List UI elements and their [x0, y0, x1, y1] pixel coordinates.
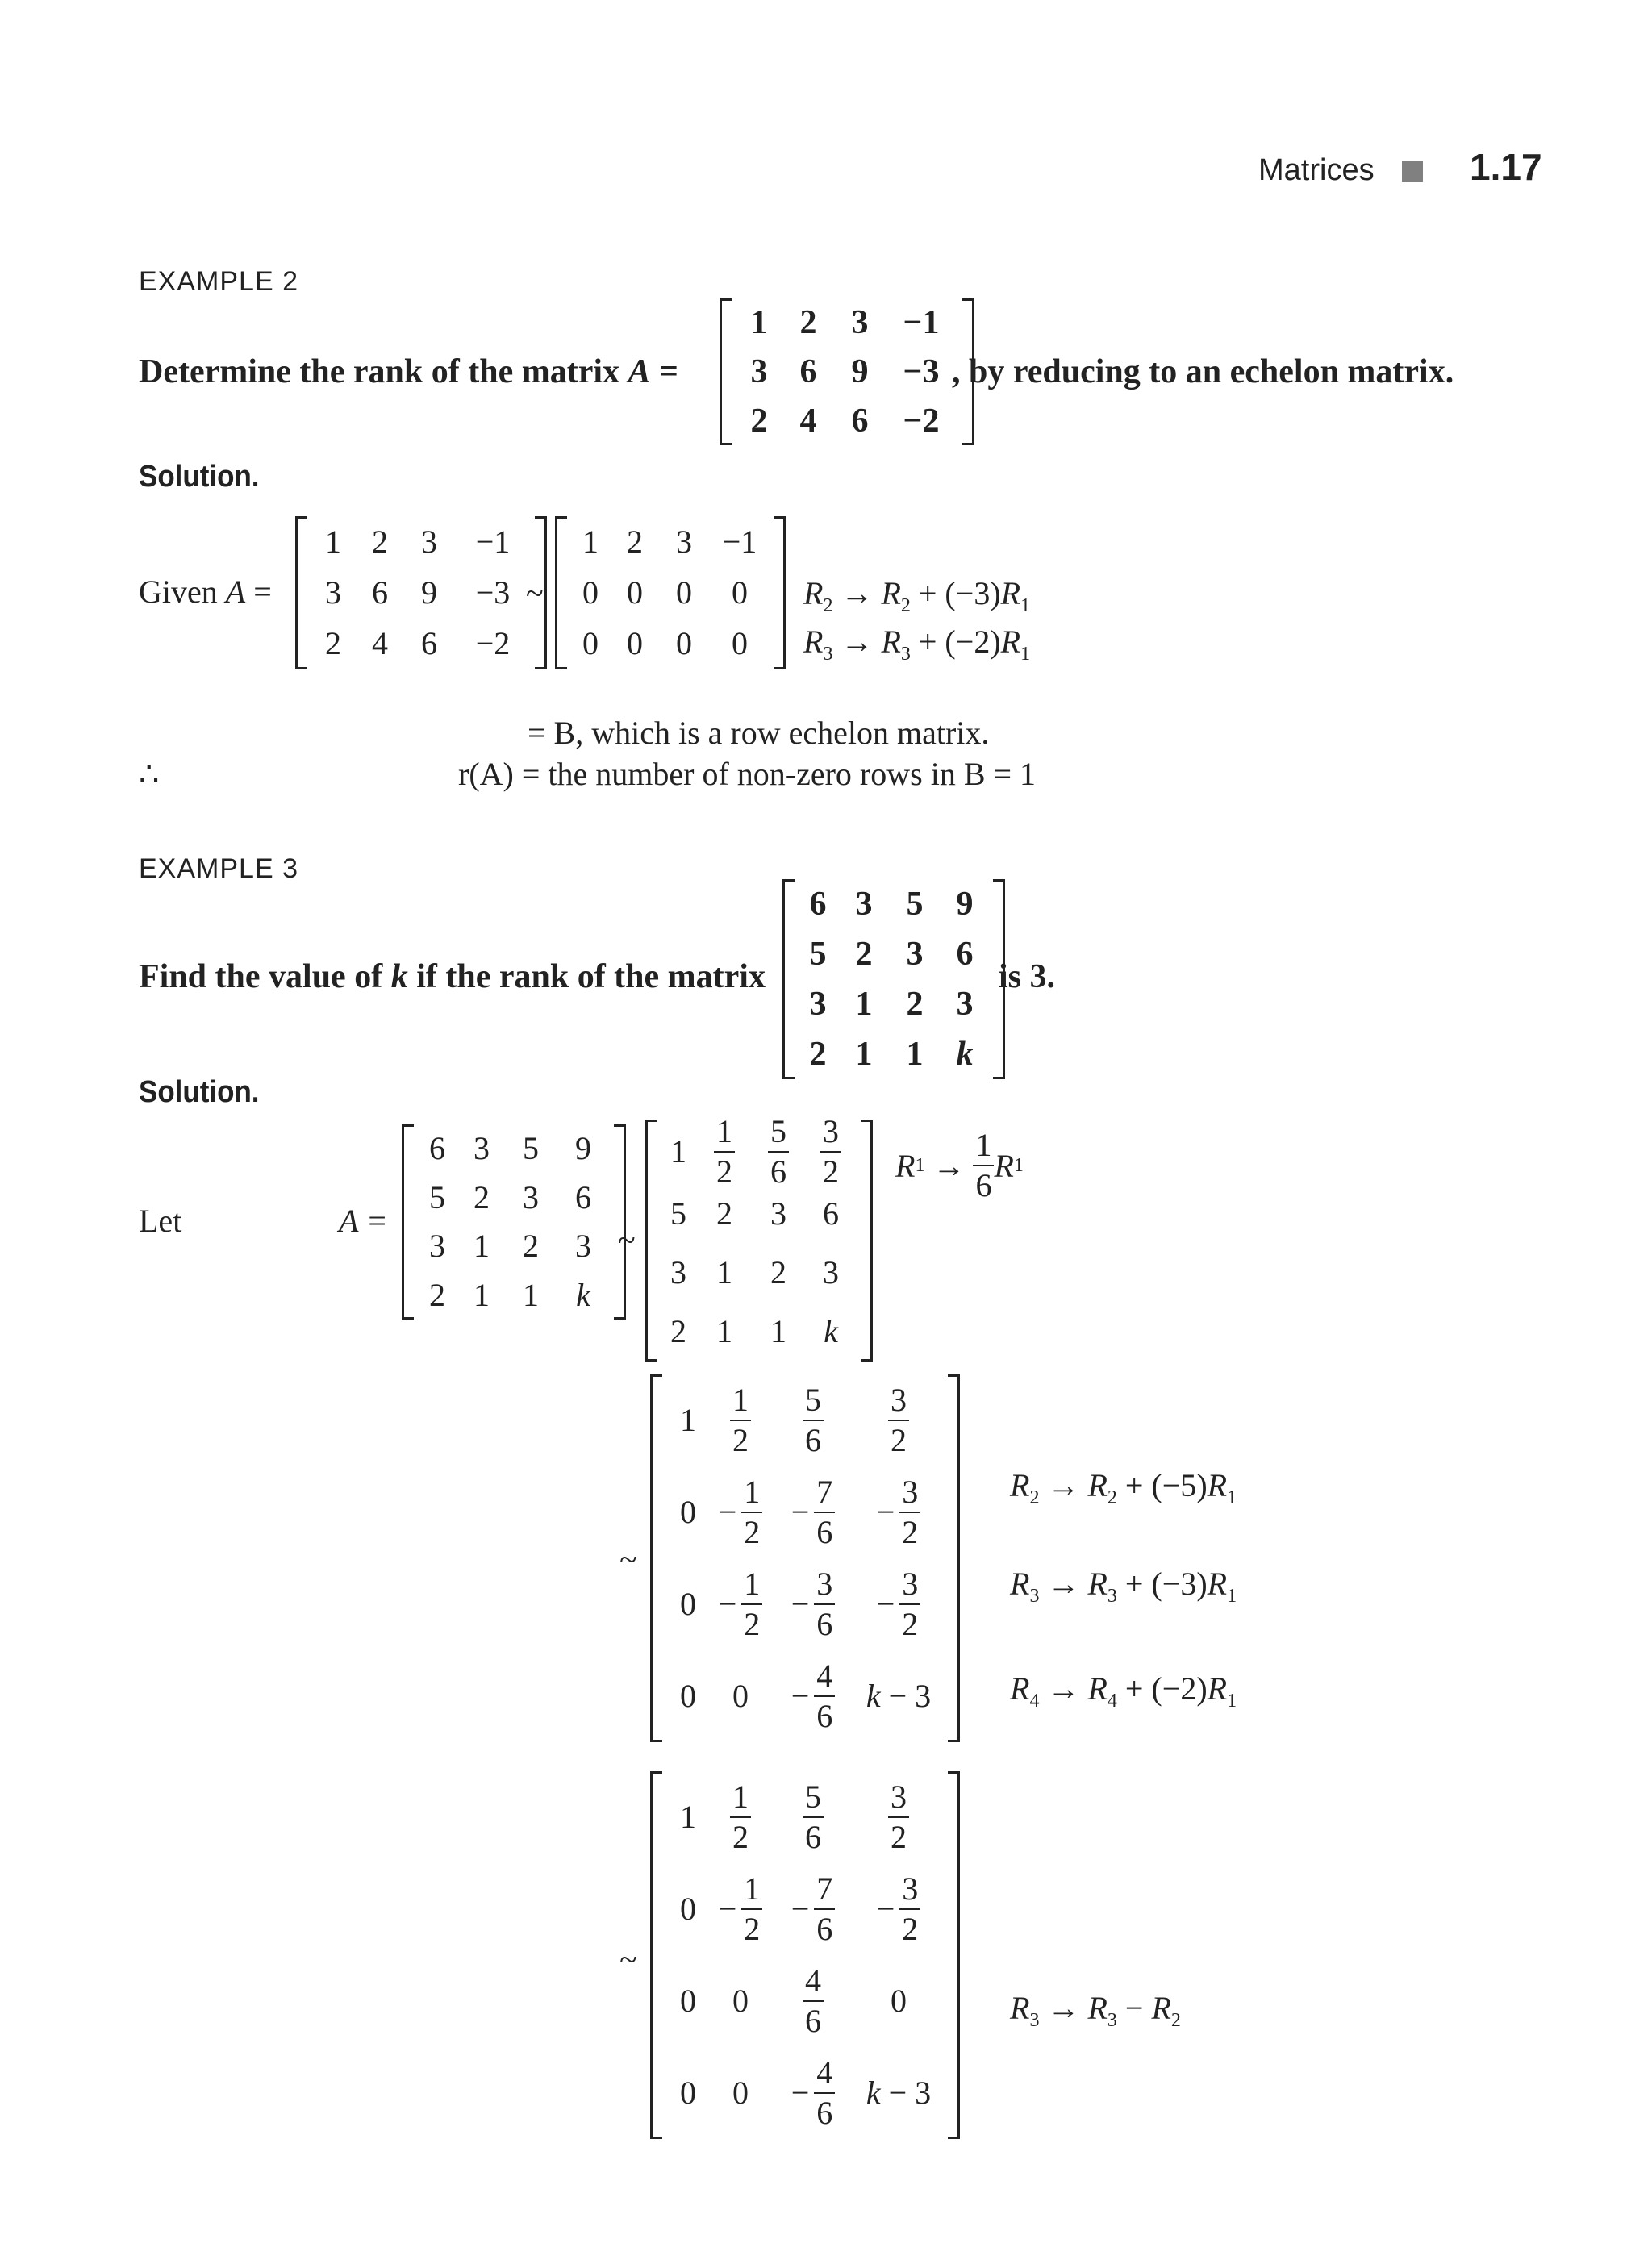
matrix-cell: 4 — [372, 625, 388, 662]
matrix-cell: 3 — [325, 573, 341, 611]
matrix-cell: 9 — [421, 573, 437, 611]
matrix-cell — [768, 1115, 789, 1188]
matrix-cell: 3 — [956, 986, 974, 1023]
right-bracket — [861, 1120, 873, 1362]
matrix-cell: 1 — [770, 1313, 786, 1350]
right-bracket — [948, 1771, 960, 2139]
matrix-cell: 3 — [823, 1253, 839, 1291]
matrix-cell: 1 — [855, 986, 873, 1023]
matrix-cell: $\frac{3}{2}$ — [888, 1781, 909, 1854]
matrix-cell: 2 — [750, 402, 768, 440]
left-bracket — [650, 1771, 662, 2139]
a-equals: A = — [339, 1203, 388, 1239]
matrix-cell: 5 — [523, 1130, 539, 1167]
result-line-1: = B, which is a row echelon matrix. — [528, 715, 990, 751]
matrix-cell: 3 — [676, 523, 692, 560]
left-bracket — [402, 1124, 414, 1320]
matrix-cell: 2 — [670, 1313, 686, 1350]
matrix-cell: − $\frac{1}{2}$ — [719, 1873, 763, 1945]
matrix-cell: 2 — [716, 1195, 732, 1232]
matrix-cell: 1 — [680, 1799, 696, 1835]
matrix-cell: −1 — [722, 523, 757, 560]
matrix-cell: 1 — [716, 1313, 732, 1350]
matrix-cell: $\frac{3}{2}$ — [888, 1384, 909, 1457]
let-text: Let — [139, 1203, 182, 1239]
matrix-cell: − $\frac{3}{6}$ — [791, 1568, 836, 1641]
question-text: Determine the rank of the matrix — [139, 353, 628, 390]
matrix-cell: 0 — [680, 1586, 696, 1622]
matrix-cell: 0 — [680, 2075, 696, 2111]
solution-label: Solution. — [139, 1075, 260, 1109]
matrix-cell: 0 — [627, 625, 643, 662]
matrix-cell: $\frac{5}{6}$ — [803, 1384, 824, 1457]
question-eq: = — [650, 353, 678, 390]
matrix-cell: 2 — [523, 1228, 539, 1265]
matrix-cell: 0 — [676, 573, 692, 611]
tilde-symbol: ~ — [620, 1941, 637, 1978]
step3-matrix — [650, 1771, 960, 2139]
matrix-cell: 0 — [891, 1983, 907, 2019]
step1-matrix — [645, 1113, 873, 1362]
matrix-cell: − $\frac{7}{6}$ — [791, 1873, 836, 1945]
matrix-cell: 3 — [575, 1228, 591, 1265]
matrix-cell: − $\frac{1}{2}$ — [719, 1476, 763, 1549]
matrix-cell: 2 — [325, 625, 341, 662]
matrix-cell: −2 — [475, 625, 511, 662]
tilde-symbol: ~ — [618, 1222, 636, 1258]
matrix-cell: − $\frac{4}{6}$ — [791, 2057, 836, 2129]
matrix-cell: 9 — [575, 1130, 591, 1167]
matrix-cell: 1 — [473, 1228, 490, 1265]
matrix-cell: 1 — [906, 1036, 924, 1073]
matrix-cell: 6 — [575, 1178, 591, 1216]
matrix-cell: 3 — [523, 1178, 539, 1216]
matrix-cell: 0 — [732, 1678, 749, 1714]
matrix-cell: 2 — [372, 523, 388, 560]
matrix-cell: 6 — [429, 1130, 445, 1167]
left-bracket — [650, 1374, 662, 1742]
question-text: if the rank of the matrix — [407, 958, 766, 995]
left-bracket — [720, 298, 732, 445]
example-2-question-end: , by reducing to an echelon matrix. — [952, 353, 1454, 390]
matrix-cell: 3 — [851, 304, 869, 342]
question-var: A — [628, 353, 651, 390]
tilde-symbol: ~ — [526, 575, 544, 611]
matrix-cell: 9 — [851, 352, 869, 390]
matrix-cell: 2 — [855, 936, 873, 973]
matrix-cell: 5 — [809, 936, 827, 973]
result-line-2: r(A) = the number of non-zero rows in B = 1 — [458, 756, 1037, 792]
matrix-cell: k − 3 — [866, 1678, 932, 1714]
matrix-cell: 1 — [855, 1036, 873, 1073]
matrix-cell: 6 — [851, 402, 869, 440]
example-3-question-end: is 3. — [999, 958, 1056, 995]
matrix-cell: 6 — [799, 352, 817, 390]
matrix-cell: 0 — [680, 1983, 696, 2019]
matrix-cell: $\frac{1}{2}$ — [730, 1781, 751, 1854]
matrix-cell: 3 — [770, 1195, 786, 1232]
matrix-cell: 0 — [732, 2075, 749, 2111]
row-operation: $R_3 \to R_3 + (-2)R_1$ — [803, 623, 1031, 665]
fraction: $\frac{5}{6}$ — [768, 1115, 789, 1188]
matrix-cell: $\frac{5}{6}$ — [803, 1781, 824, 1854]
row-operation: $R_4 \to R_4 + (-2)R_1$ — [1010, 1670, 1237, 1712]
right-bracket — [774, 516, 786, 669]
given-prefix: Given — [139, 573, 226, 610]
right-bracket — [948, 1374, 960, 1742]
matrix-cell: 6 — [809, 886, 827, 923]
example-3-matrix — [782, 879, 1005, 1079]
question-k: k — [390, 958, 408, 995]
example-3-label: EXAMPLE 3 — [139, 853, 298, 884]
matrix-cell: 0 — [676, 625, 692, 662]
matrix-cell: $\frac{4}{6}$ — [803, 1965, 824, 2037]
example-2-label: EXAMPLE 2 — [139, 266, 298, 297]
example-2-matrix — [720, 298, 974, 445]
matrix-cell: 6 — [823, 1195, 839, 1232]
matrix-cell — [714, 1115, 735, 1188]
matrix-cell: 9 — [956, 886, 974, 923]
matrix-cell: 1 — [670, 1133, 686, 1170]
matrix-cell: 2 — [799, 304, 817, 342]
left-bracket — [782, 879, 795, 1079]
matrix-cell: 1 — [325, 523, 341, 560]
matrix-cell: 3 — [750, 352, 768, 390]
matrix-cell: 5 — [670, 1195, 686, 1232]
matrix-cell: − $\frac{3}{2}$ — [877, 1476, 921, 1549]
matrix-cell: −3 — [475, 573, 511, 611]
matrix-cell: 3 — [855, 886, 873, 923]
matrix-cell: 6 — [421, 625, 437, 662]
matrix-cell: −2 — [903, 402, 940, 440]
matrix-cell: 3 — [429, 1228, 445, 1265]
given-matrix — [295, 516, 547, 669]
matrix-cell — [820, 1115, 841, 1188]
matrix-cell: 4 — [799, 402, 817, 440]
matrix-cell: k — [956, 1036, 974, 1073]
given-var: A — [225, 573, 246, 610]
matrix-cell: 1 — [750, 304, 768, 342]
matrix-cell: 2 — [429, 1276, 445, 1313]
matrix-cell: 0 — [732, 573, 748, 611]
row-operation: $R_2 \to R_2 + (-5)R_1$ — [1010, 1467, 1237, 1508]
running-header-title: Matrices — [1258, 153, 1375, 187]
tilde-symbol: ~ — [620, 1541, 637, 1578]
matrix-cell: 5 — [906, 886, 924, 923]
matrix-cell: 5 — [429, 1178, 445, 1216]
matrix-cell: 1 — [523, 1276, 539, 1313]
reduced-matrix — [555, 516, 786, 669]
matrix-cell: −3 — [903, 352, 940, 390]
given-eq: = — [245, 573, 272, 610]
let-matrix — [402, 1124, 626, 1320]
matrix-cell: 3 — [473, 1130, 490, 1167]
question-text: Find the value of — [139, 958, 391, 995]
left-bracket — [645, 1120, 657, 1362]
matrix-cell: 1 — [473, 1276, 490, 1313]
matrix-cell: −1 — [903, 304, 940, 342]
matrix-cell: −1 — [475, 523, 511, 560]
matrix-cell: k — [824, 1313, 838, 1350]
row-operation: $R_2 \to R_2 + (-3)R_1$ — [803, 575, 1031, 616]
matrix-cell: 3 — [421, 523, 437, 560]
matrix-cell: 0 — [732, 1983, 749, 2019]
matrix-cell: − $\frac{3}{2}$ — [877, 1873, 921, 1945]
matrix-cell: 2 — [770, 1253, 786, 1291]
matrix-cell: 2 — [906, 986, 924, 1023]
row-operation: $R_3 \to R_3 - R_2$ — [1010, 1990, 1181, 2031]
matrix-cell: 0 — [680, 1891, 696, 1927]
matrix-cell: 0 — [732, 625, 748, 662]
matrix-cell: − $\frac{7}{6}$ — [791, 1476, 836, 1549]
given-text — [139, 573, 272, 611]
matrix-cell: $\frac{1}{2}$ — [730, 1384, 751, 1457]
matrix-cell: 0 — [627, 573, 643, 611]
matrix-cell: 3 — [906, 936, 924, 973]
matrix-cell: 0 — [582, 625, 599, 662]
therefore-symbol: ∴ — [139, 756, 160, 792]
matrix-cell: 2 — [473, 1178, 490, 1216]
solution-label: Solution. — [139, 460, 260, 494]
page-number: 1.17 — [1470, 146, 1542, 188]
example-3-question — [139, 957, 766, 996]
matrix-cell: k — [576, 1276, 590, 1313]
row-operation: R 1 → $\frac{1}{6}$ R 1 — [895, 1127, 1024, 1203]
left-bracket — [295, 516, 307, 669]
matrix-cell: 6 — [372, 573, 388, 611]
matrix-cell: 0 — [680, 1678, 696, 1714]
matrix-cell: 3 — [809, 986, 827, 1023]
matrix-cell: 2 — [809, 1036, 827, 1073]
matrix-cell: 0 — [680, 1494, 696, 1530]
fraction: $\frac{1}{2}$ — [714, 1115, 735, 1188]
matrix-cell: 6 — [956, 936, 974, 973]
matrix-cell: k − 3 — [866, 2075, 932, 2111]
matrix-cell: 1 — [716, 1253, 732, 1291]
left-bracket — [555, 516, 567, 669]
fraction: $\frac{3}{2}$ — [820, 1115, 841, 1188]
matrix-cell: 1 — [680, 1402, 696, 1438]
matrix-cell: 1 — [582, 523, 599, 560]
header-square-icon — [1402, 161, 1423, 182]
matrix-cell: 0 — [582, 573, 599, 611]
matrix-cell: − $\frac{3}{2}$ — [877, 1568, 921, 1641]
matrix-cell: − $\frac{4}{6}$ — [791, 1660, 836, 1733]
row-operation: $R_3 \to R_3 + (-3)R_1$ — [1010, 1566, 1237, 1607]
example-2-question — [139, 352, 678, 391]
matrix-cell: 2 — [627, 523, 643, 560]
matrix-cell: − $\frac{1}{2}$ — [719, 1568, 763, 1641]
step2-matrix — [650, 1374, 960, 1742]
matrix-cell: 3 — [670, 1253, 686, 1291]
